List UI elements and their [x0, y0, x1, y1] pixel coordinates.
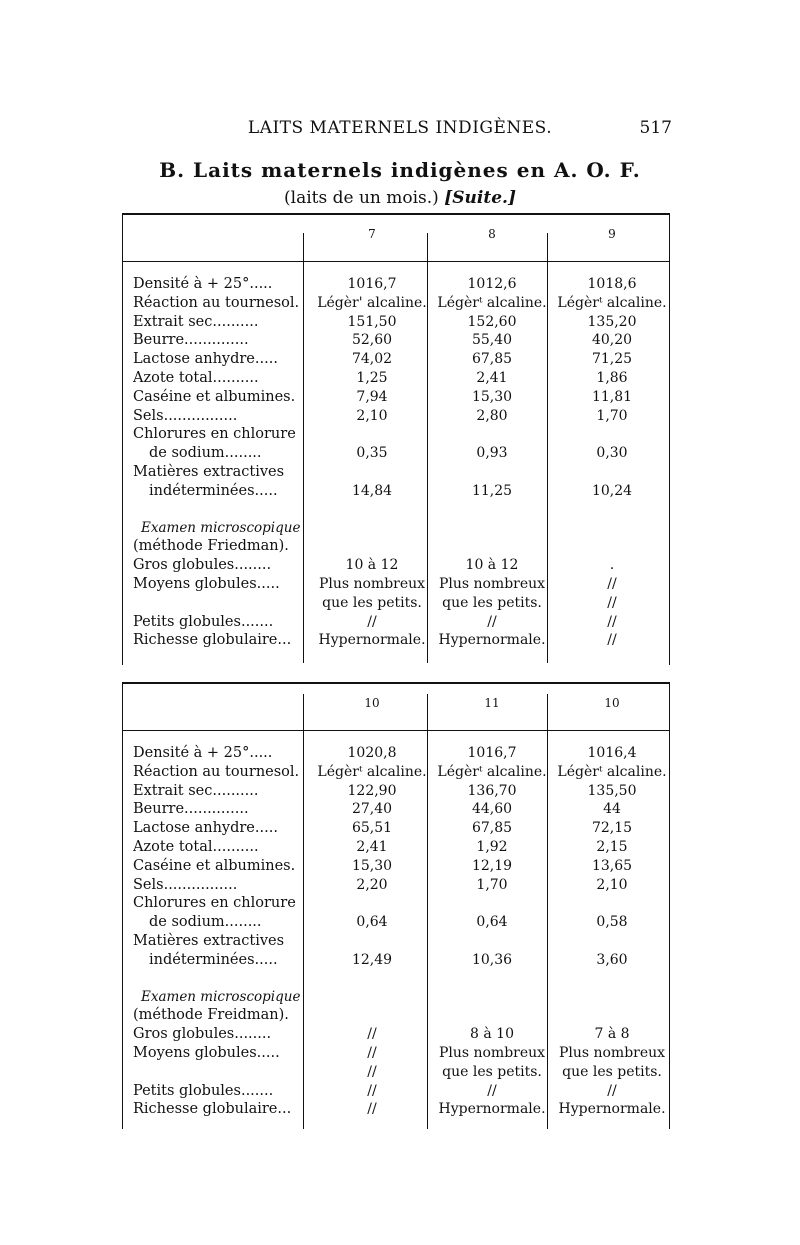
table-row [133, 1063, 669, 1082]
row-label: Matières extractives [133, 463, 285, 480]
row-label: Gros globules........ [133, 1026, 272, 1043]
row-label: Petits globules....... [133, 1082, 274, 1099]
cell-value: 2,10 [356, 407, 388, 424]
table-row [133, 876, 669, 895]
table-row [133, 744, 669, 763]
row-spacer [133, 970, 669, 988]
cell-value: 135,50 [587, 782, 637, 799]
cell-value: 15,30 [471, 388, 513, 405]
row-label: Densité à + 25°..... [133, 276, 273, 292]
section-subtitle [0, 188, 800, 208]
row-label: Caséine et albumines. [133, 388, 296, 405]
table-row [133, 537, 669, 556]
cell-value: Légèrᵗ alcaline. [437, 763, 547, 780]
row-label: Examen microscopique [141, 988, 301, 1005]
header-rule [123, 730, 669, 731]
cell-value: 13,65 [591, 857, 633, 874]
table-row [133, 482, 669, 501]
cell-value: 1016,7 [347, 276, 397, 292]
cell-value: 0,30 [596, 445, 628, 462]
cell-value: 10 à 12 [465, 557, 519, 574]
row-label: Beurre.............. [133, 801, 249, 818]
table-row [133, 369, 669, 388]
cell-value: 44,60 [471, 801, 513, 818]
table-row [133, 425, 669, 444]
cell-value: Plus nombreux [318, 575, 426, 592]
cell-value: // [607, 613, 617, 630]
table-row [133, 951, 669, 970]
row-label: Chlorures en chlorure [133, 426, 296, 443]
cell-value: 14,84 [351, 482, 393, 499]
cell-value: 74,02 [351, 351, 393, 368]
cell-value: que les petits. [442, 594, 542, 611]
cell-value: 0,64 [476, 914, 508, 931]
cell-value: // [487, 613, 497, 630]
cell-value: 7,94 [356, 388, 388, 405]
cell-value: . [609, 557, 615, 574]
row-label: Gros globules........ [133, 557, 272, 574]
cell-value: // [607, 632, 617, 649]
cell-value: Légèr' alcaline. [317, 294, 427, 311]
cell-value: 65,51 [351, 820, 393, 837]
table-row [133, 1006, 669, 1025]
cell-value: 67,85 [471, 351, 513, 368]
cell-value: // [607, 1082, 617, 1099]
row-label: Matières extractives [133, 932, 285, 949]
header-rule [123, 261, 669, 262]
table-row [133, 932, 669, 951]
row-label: Chlorures en chlorure [133, 895, 296, 912]
row-label: (méthode Freidman). [133, 1007, 289, 1024]
row-label: Moyens globules..... [133, 575, 280, 592]
cell-value: 1,70 [476, 876, 508, 893]
table-row [133, 1100, 669, 1119]
row-label: Caséine et albumines. [133, 857, 296, 874]
cell-value: Hypernormale. [318, 632, 426, 649]
cell-value: 10 à 12 [345, 557, 399, 574]
table-row [133, 407, 669, 426]
cell-value: // [607, 594, 617, 611]
row-label: indéterminées..... [149, 951, 278, 968]
cell-value: Hypernormale. [438, 632, 546, 649]
column-header: 9 [608, 227, 616, 241]
cell-value: 2,80 [476, 407, 508, 424]
row-label: de sodium........ [149, 445, 262, 462]
cell-value: Hypernormale. [558, 1101, 666, 1118]
row-label: Beurre.............. [133, 332, 249, 349]
cell-value: Hypernormale. [438, 1101, 546, 1118]
row-label: Réaction au tournesol. [133, 763, 300, 780]
row-label: Densité à + 25°..... [133, 745, 273, 761]
table-row [133, 444, 669, 463]
table-row [133, 857, 669, 876]
row-label: Lactose anhydre..... [133, 820, 278, 837]
row-label: Azote total.......... [133, 838, 259, 855]
cell-value: que les petits. [442, 1063, 542, 1080]
row-spacer [133, 501, 669, 519]
row-label: de sodium........ [149, 914, 262, 931]
cell-value: Plus nombreux [438, 575, 546, 592]
page-number: 517 [639, 118, 672, 138]
table-row [133, 275, 669, 294]
cell-value: 0,64 [356, 914, 388, 931]
table-row [133, 800, 669, 819]
table-row [133, 556, 669, 575]
cell-value: 11,81 [591, 388, 633, 405]
cell-value: 10,24 [591, 482, 633, 499]
row-label: Moyens globules..... [133, 1044, 280, 1061]
row-label: Richesse globulaire... [133, 1101, 292, 1118]
cell-value: // [367, 1044, 377, 1061]
row-label: Lactose anhydre..... [133, 351, 278, 368]
cell-value: 27,40 [351, 801, 393, 818]
cell-value: 1,92 [476, 838, 508, 855]
cell-value: 71,25 [591, 351, 633, 368]
cell-value: 2,41 [476, 369, 508, 386]
running-header [0, 118, 800, 144]
table-row [133, 388, 669, 407]
cell-value: 0,93 [476, 445, 508, 462]
cell-value: 55,40 [471, 332, 513, 349]
cell-value: 0,35 [356, 445, 388, 462]
data-table-1 [122, 213, 670, 665]
subtitle-suite: [Suite.] [444, 188, 516, 208]
data-table-2 [122, 682, 670, 1129]
cell-value: // [487, 1082, 497, 1099]
cell-value: // [367, 613, 377, 630]
table-row [133, 988, 669, 1007]
table-row [133, 1082, 669, 1101]
cell-value: Légèrᵗ alcaline. [557, 763, 667, 780]
section-title: B. Laits maternels indigènes en A. O. F. [159, 158, 641, 182]
table-row [133, 838, 669, 857]
table-row [133, 594, 669, 613]
table-row [133, 463, 669, 482]
table-row [133, 313, 669, 332]
cell-value: 1016,4 [587, 745, 637, 761]
cell-value: 0,58 [596, 914, 628, 931]
cell-value: 2,41 [356, 838, 388, 855]
table-body [133, 744, 669, 1119]
row-label: Azote total.......... [133, 369, 259, 386]
column-header: 10 [364, 696, 380, 710]
table-row [133, 631, 669, 650]
cell-value: // [607, 575, 617, 592]
table-body [133, 275, 669, 650]
table-row [133, 819, 669, 838]
cell-value: 11,25 [471, 482, 513, 499]
cell-value: Plus nombreux [438, 1044, 546, 1061]
subtitle-text: (laits de un mois.) [284, 188, 439, 208]
table-row [133, 894, 669, 913]
cell-value: // [367, 1063, 377, 1080]
cell-value: 40,20 [591, 332, 633, 349]
cell-value: Plus nombreux [558, 1044, 666, 1061]
cell-value: que les petits. [562, 1063, 662, 1080]
row-label: Extrait sec.......... [133, 782, 259, 799]
row-label: Sels................ [133, 407, 238, 424]
cell-value: 1020,8 [347, 745, 397, 761]
cell-value: 135,20 [587, 313, 637, 330]
cell-value: 1018,6 [587, 276, 637, 292]
cell-value: Légèrᵗ alcaline. [317, 763, 427, 780]
cell-value: Légèrᵗ alcaline. [437, 294, 547, 311]
table-row [133, 1025, 669, 1044]
cell-value: 44 [603, 801, 621, 818]
running-title: LAITS MATERNELS INDIGÈNES. [247, 118, 553, 138]
cell-value: 12,19 [471, 857, 513, 874]
cell-value: 12,49 [351, 951, 393, 968]
column-header: 7 [368, 227, 376, 241]
cell-value: 136,70 [467, 782, 517, 799]
table-row [133, 294, 669, 313]
row-label: (méthode Friedman). [133, 538, 289, 555]
cell-value: // [367, 1101, 377, 1118]
cell-value: 1,25 [356, 369, 388, 386]
table-row [133, 350, 669, 369]
table-row [133, 519, 669, 538]
row-label: Réaction au tournesol. [133, 294, 300, 311]
row-label: Extrait sec.......... [133, 313, 259, 330]
cell-value: 151,50 [347, 313, 397, 330]
row-label: Sels................ [133, 876, 238, 893]
table-row [133, 331, 669, 350]
cell-value: 7 à 8 [594, 1026, 630, 1043]
cell-value: Légèrᵗ alcaline. [557, 294, 667, 311]
table-row [133, 1044, 669, 1063]
cell-value: 52,60 [351, 332, 393, 349]
table-row [133, 613, 669, 632]
row-label: indéterminées..... [149, 482, 278, 499]
cell-value: 1,70 [596, 407, 628, 424]
column-header: 11 [484, 696, 500, 710]
cell-value: 10,36 [471, 951, 513, 968]
cell-value: // [367, 1026, 377, 1043]
row-label: Richesse globulaire... [133, 632, 292, 649]
cell-value: 122,90 [347, 782, 397, 799]
table-row [133, 575, 669, 594]
cell-value: // [367, 1082, 377, 1099]
column-header: 8 [488, 227, 496, 241]
column-header: 10 [604, 696, 620, 710]
cell-value: 3,60 [596, 951, 628, 968]
table-row [133, 913, 669, 932]
cell-value: que les petits. [322, 594, 422, 611]
cell-value: 152,60 [467, 313, 517, 330]
cell-value: 2,10 [596, 876, 628, 893]
row-label: Petits globules....... [133, 613, 274, 630]
cell-value: 1,86 [596, 369, 628, 386]
cell-value: 2,20 [356, 876, 388, 893]
table-row [133, 782, 669, 801]
cell-value: 1012,6 [467, 276, 517, 292]
cell-value: 15,30 [351, 857, 393, 874]
cell-value: 2,15 [596, 838, 628, 855]
row-label: Examen microscopique [141, 519, 301, 536]
table-row [133, 763, 669, 782]
cell-value: 8 à 10 [470, 1026, 514, 1043]
cell-value: 72,15 [591, 820, 633, 837]
cell-value: 67,85 [471, 820, 513, 837]
cell-value: 1016,7 [467, 745, 517, 761]
